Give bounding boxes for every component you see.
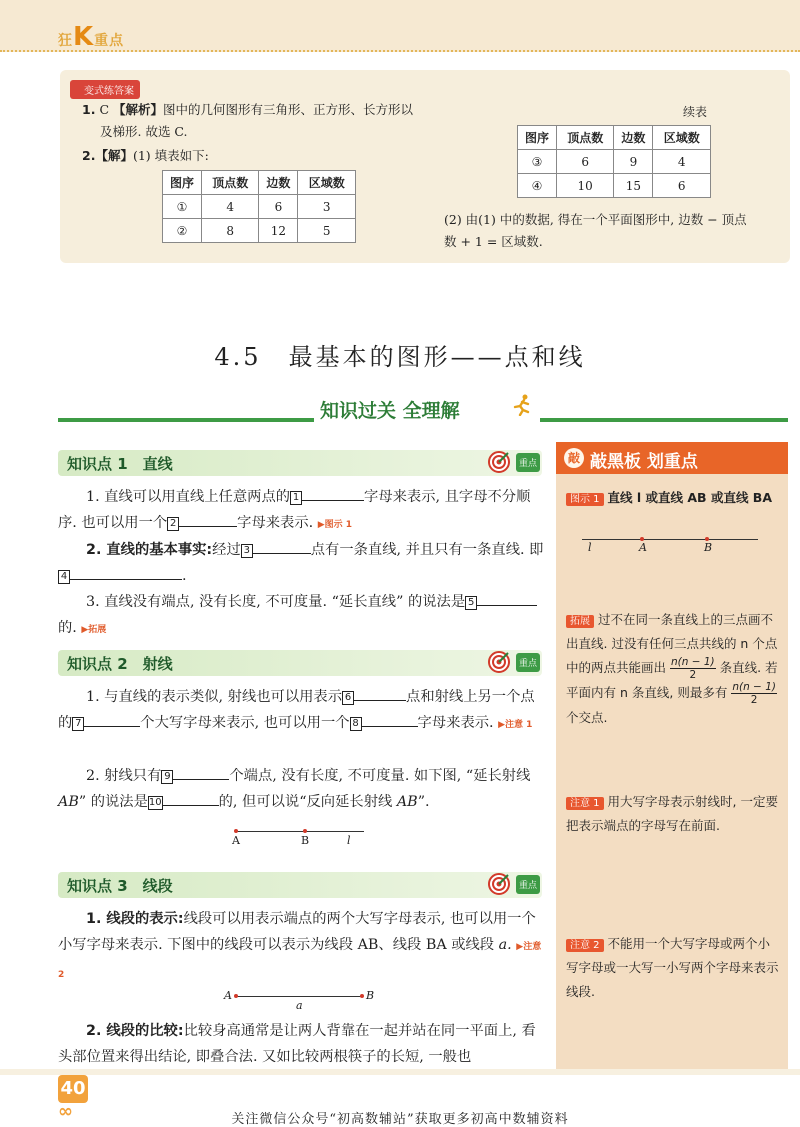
answer-table-1: 图序 顶点数 边数 区域数 ① 4 6 3 ② 8 12 5: [162, 170, 356, 243]
blank: [477, 605, 537, 606]
ref-tag: ▶注意 2: [58, 942, 542, 980]
kp1-badge: 重点: [516, 453, 540, 472]
ray-point-a: [234, 829, 238, 833]
blank: [253, 553, 311, 554]
sidebar-notes: [556, 442, 788, 1072]
segment-figure-line: [236, 996, 362, 997]
kp2-badge: 重点: [516, 653, 540, 672]
answer-q2-part2: (2) 由(1) 中的数据, 得在一个平面图形中, 边数 − 顶点: [444, 212, 747, 227]
blank: [354, 700, 406, 701]
blank: [179, 526, 237, 527]
sidebar-note-2: 注意 2 不能用一个大写字母或两个小写字母或一大写一小写两个字母来表示线段.: [566, 936, 779, 999]
banner-title: 知识过关 全理解: [320, 400, 460, 422]
target-icon: [488, 451, 510, 473]
kp3-header: [58, 872, 542, 898]
continued-label: 续表: [683, 105, 708, 119]
sidebar-label-l: l: [588, 541, 592, 554]
kp2-para-1: 1. 与直线的表示类似, 射线也可以用表示 6 点和射线上另一个点的 7 个大写字母来表示, 也可以用一个 8 字母来表示. ▶注意 1: [58, 689, 535, 731]
answer-q2: 2.【解】(1) 填表如下:: [82, 148, 209, 163]
formula-fraction: $\frac{n(n - 1)}{2}$: [671, 656, 715, 681]
answer-tag: 变式练答案: [70, 80, 140, 99]
kp3-badge: 重点: [516, 875, 540, 894]
sidebar-extension-note: 拓展 过不在同一条直线上的三点画不出直线. 过没有任何三点共线的 n 个点中的两点共能画出 $\frac{n(n - 1)}{2}$ 条直线. 若平面内有 n 条直线, 则最多有 $\frac{n(n - 1)}{2}$ 个交点.: [566, 612, 778, 725]
sidebar-diagram-note: 图示 1 直线 l 或直线 AB 或直线 BA: [566, 486, 780, 510]
runner-icon: [512, 394, 532, 416]
page-number: 40: [58, 1075, 88, 1103]
extension-tag: 拓展: [566, 615, 594, 628]
note2-tag: 注意 2: [566, 939, 604, 952]
banner-line-left: [58, 418, 314, 422]
blank: [362, 726, 418, 727]
banner-line-right: [540, 418, 788, 422]
ray-label-l: l: [347, 834, 351, 847]
answer-q2-part2b: 数 + 1 = 区域数.: [444, 234, 543, 249]
segment-label-a: A: [224, 989, 232, 1002]
note1-tag: 注意 1: [566, 797, 604, 810]
answer-q1-cont: 及梯形. 故选 C.: [100, 124, 188, 139]
blank: [84, 726, 140, 727]
logo-letter: K: [73, 22, 95, 52]
segment-point-b: [360, 994, 364, 998]
kp2-header: [58, 650, 542, 676]
footer-text: 关注微信公众号“初高数辅站”获取更多初高中数辅资料: [231, 1112, 569, 1127]
kp3-title: 知识点 3 线段: [67, 877, 173, 895]
blank: [70, 579, 182, 580]
top-band: [0, 0, 800, 52]
ref-tag: ▶拓展: [81, 625, 107, 635]
kp1-para-1: 1. 直线可以用直线上任意两点的 1 字母来表示, 且字母不分顺序. 也可以用一个 2 字母来表示. ▶图示 1: [58, 489, 531, 531]
segment-label-a-lower: a: [296, 999, 303, 1012]
ray-label-a: A: [232, 834, 240, 847]
kp1-title: 知识点 1 直线: [67, 455, 173, 473]
answer-table-2: 图序 顶点数 边数 区域数 ③ 6 9 4 ④ 10 15 6: [517, 125, 711, 198]
ref-tag: ▶图示 1: [317, 520, 353, 530]
ray-point-b: [303, 829, 307, 833]
ray-label-b: B: [301, 834, 310, 847]
footer-band: [0, 1069, 800, 1075]
kp1-para-2: 2. 直线的基本事实:经过 3 点有一条直线, 并且只有一条直线. 即4 .: [58, 537, 544, 589]
ref-tag: ▶注意 1: [498, 720, 533, 730]
target-icon: [488, 651, 510, 673]
sidebar-label-a: A: [639, 541, 647, 554]
brand-logo: [58, 22, 124, 52]
infinity-icon: ∞: [58, 1101, 73, 1122]
section-title: 4.5 最基本的图形——点和线: [214, 343, 586, 371]
logo-prefix: 狂: [58, 33, 73, 49]
kp1-header: [58, 450, 542, 476]
logo-suffix: 重点: [94, 33, 125, 49]
blackboard-icon: 敲: [564, 448, 584, 468]
ray-figure-line: [236, 831, 364, 832]
blank: [163, 805, 219, 806]
kp2-title: 知识点 2 射线: [67, 655, 173, 673]
kp3-para-1: 1. 线段的表示:线段可以用表示端点的两个大写字母表示, 也可以用一个小写字母来表示. 下图中的线段可以表示为线段 AB、线段 BA 或线段 a. ▶注意 2: [58, 911, 542, 980]
segment-label-b: B: [366, 989, 375, 1002]
target-icon: [488, 873, 510, 895]
sidebar-note-1: 注意 1 用大写字母表示射线时, 一定要把表示端点的字母写在前面.: [566, 794, 778, 833]
segment-point-a: [234, 994, 238, 998]
kp1-para-3: 3. 直线没有端点, 没有长度, 不可度量. “延长直线” 的说法是 5的. ▶拓展: [58, 589, 544, 643]
kp3-para-2: 2. 线段的比较:比较身高通常是让两人背靠在一起并站在同一平面上, 看头部位置来得出结论, 即叠合法. 又如比较两根筷子的长短, 一般也: [58, 1023, 536, 1065]
diagram-tag: 图示 1: [566, 493, 604, 506]
answer-panel: [60, 70, 790, 263]
sidebar-title: 敲黑板 划重点: [590, 452, 698, 472]
answer-q1: 1. C 【解析】图中的几何图形有三角形、正方形、长方形以: [82, 102, 414, 117]
kp2-para-2: 2. 射线只有 9 个端点, 没有长度, 不可度量. 如下图, “延长射线 AB” 的说法是10 的, 但可以说“反向延长射线 AB”.: [58, 768, 531, 810]
sidebar-line-figure: [582, 539, 758, 540]
sidebar-header: [556, 442, 788, 474]
sidebar-label-b: B: [704, 541, 713, 554]
formula-fraction: $\frac{n(n - 1)}{2}$: [732, 681, 776, 706]
blank: [302, 500, 364, 501]
blank: [173, 779, 229, 780]
